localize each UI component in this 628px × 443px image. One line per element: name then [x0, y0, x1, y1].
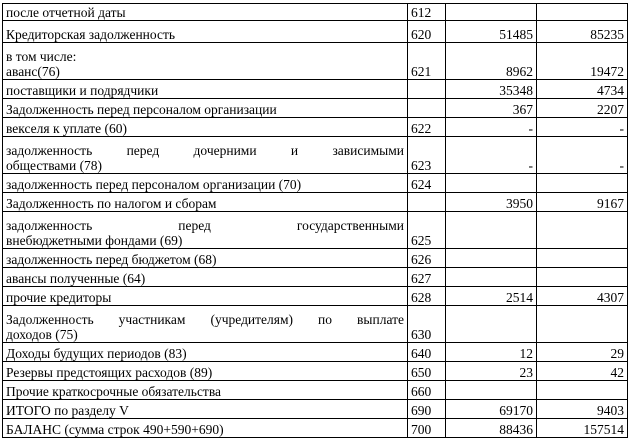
row-end-value [537, 306, 628, 343]
row-label: Кредиторская задолженность [3, 21, 408, 43]
row-label [3, 43, 408, 80]
row-begin-value: 12 [446, 343, 537, 362]
row-label-line: внебюджетными фондами (69) [6, 233, 183, 248]
row-label-line: задолженность перед государственными [6, 218, 404, 233]
row-label: ИТОГО по разделу V [3, 400, 408, 419]
row-label: Прочие краткосрочные обязательства [3, 381, 408, 400]
row-code: 690 [408, 400, 446, 419]
row-begin-value [446, 4, 537, 21]
row-begin-value: 35348 [446, 80, 537, 99]
table-row [3, 4, 628, 21]
row-label: Задолженность по налогом и сборам [3, 193, 408, 212]
row-begin-value [446, 174, 537, 193]
row-label-line: доходов (75) [6, 327, 78, 342]
row-code: 612 [408, 4, 446, 21]
row-code: 627 [408, 268, 446, 287]
row-end-value [537, 4, 628, 21]
table-row [3, 306, 628, 343]
row-end-value [537, 174, 628, 193]
row-end-value: 9403 [537, 400, 628, 419]
row-end-value: - [537, 137, 628, 174]
row-end-value: 29 [537, 343, 628, 362]
row-begin-value: 367 [446, 99, 537, 118]
row-begin-value: 23 [446, 362, 537, 381]
row-label-line: обществами (78) [6, 158, 103, 173]
row-label: Резервы предстоящих расходов (89) [3, 362, 408, 381]
table-row [3, 21, 628, 43]
row-label [3, 306, 408, 343]
table-row [3, 80, 628, 99]
row-label: задолженность перед бюджетом (68) [3, 249, 408, 268]
row-code: 660 [408, 381, 446, 400]
table-row [3, 174, 628, 193]
table-row [3, 118, 628, 137]
balance-sheet-table [2, 3, 628, 438]
row-end-value [537, 268, 628, 287]
row-begin-value: - [446, 118, 537, 137]
row-code: 700 [408, 419, 446, 438]
row-end-value [537, 381, 628, 400]
row-begin-value [446, 249, 537, 268]
table-row [3, 343, 628, 362]
row-code [408, 193, 446, 212]
row-code [408, 80, 446, 99]
row-code: 628 [408, 287, 446, 306]
table-row [3, 193, 628, 212]
row-code [408, 99, 446, 118]
table-row [3, 137, 628, 174]
table-row [3, 362, 628, 381]
table-row [3, 43, 628, 80]
row-end-value [537, 212, 628, 249]
row-begin-value: 3950 [446, 193, 537, 212]
row-begin-value: 51485 [446, 21, 537, 43]
row-label-line: в том числе: [6, 49, 77, 64]
row-label: Задолженность перед персоналом организации [3, 99, 408, 118]
row-begin-value [446, 381, 537, 400]
row-end-value: 42 [537, 362, 628, 381]
row-begin-value: 88436 [446, 419, 537, 438]
row-label: авансы полученные (64) [3, 268, 408, 287]
table-row [3, 287, 628, 306]
table-row [3, 249, 628, 268]
row-end-value: 19472 [537, 43, 628, 80]
row-code: 621 [408, 43, 446, 80]
row-code: 640 [408, 343, 446, 362]
row-label: поставщики и подрядчики [3, 80, 408, 99]
row-label: после отчетной даты [3, 4, 408, 21]
row-end-value [537, 249, 628, 268]
row-code: 623 [408, 137, 446, 174]
row-end-value: 157514 [537, 419, 628, 438]
row-code: 620 [408, 21, 446, 43]
row-code: 650 [408, 362, 446, 381]
table-row [3, 212, 628, 249]
row-code: 626 [408, 249, 446, 268]
row-code: 622 [408, 118, 446, 137]
row-begin-value [446, 268, 537, 287]
row-code: 630 [408, 306, 446, 343]
table-row [3, 381, 628, 400]
row-label-line: аванс(76) [6, 64, 60, 79]
row-label: прочие кредиторы [3, 287, 408, 306]
table-row [3, 268, 628, 287]
row-label [3, 137, 408, 174]
row-begin-value: - [446, 137, 537, 174]
row-end-value: 85235 [537, 21, 628, 43]
row-begin-value [446, 212, 537, 249]
row-code: 624 [408, 174, 446, 193]
row-begin-value: 8962 [446, 43, 537, 80]
table-row [3, 400, 628, 419]
row-end-value: 2207 [537, 99, 628, 118]
row-end-value: 9167 [537, 193, 628, 212]
table-row [3, 99, 628, 118]
row-end-value: - [537, 118, 628, 137]
table-row [3, 419, 628, 438]
row-begin-value: 69170 [446, 400, 537, 419]
row-begin-value [446, 306, 537, 343]
row-label: задолженность перед персоналом организации (70) [3, 174, 408, 193]
row-label-line: Задолженность участникам (учредителям) по выплате [6, 312, 404, 327]
row-end-value: 4734 [537, 80, 628, 99]
row-label: векселя к уплате (60) [3, 118, 408, 137]
row-label: БАЛАНС (сумма строк 490+590+690) [3, 419, 408, 438]
row-begin-value: 2514 [446, 287, 537, 306]
row-code: 625 [408, 212, 446, 249]
row-label [3, 212, 408, 249]
row-label: Доходы будущих периодов (83) [3, 343, 408, 362]
row-label-line: задолженность перед дочерними и зависимыми [6, 143, 404, 158]
row-end-value: 4307 [537, 287, 628, 306]
